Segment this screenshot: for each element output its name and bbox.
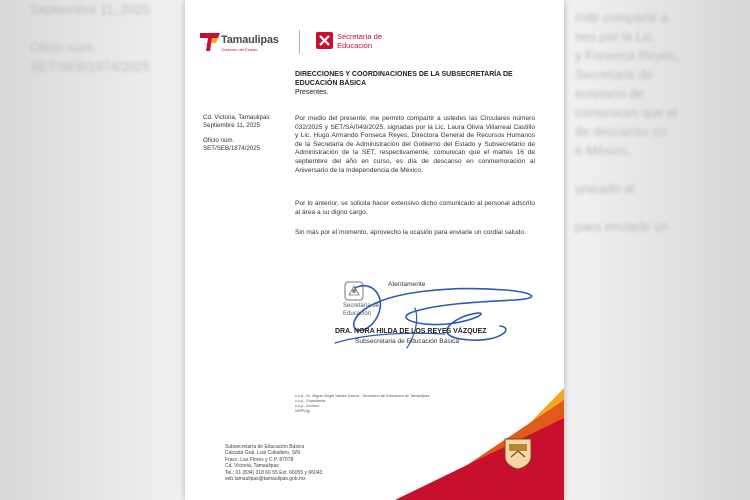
secretaria-name: Secretaría de Educación <box>337 32 383 50</box>
secretaria-logo-icon <box>316 32 333 49</box>
greeting: Presentes. <box>295 89 329 96</box>
ccp-line: c.c.p.- Expediente. <box>295 399 327 403</box>
oficio-label: Oficio núm. <box>203 137 235 144</box>
background-blur-left: Septiembre 11, 2025 Oficio núm. SET/SEB/1874/2025 <box>30 2 150 74</box>
brand-subtitle: Gobierno del Estado <box>221 47 258 52</box>
oficio-number: SET/SEB/1874/2025 <box>203 145 261 152</box>
ccp-line: NHRV/jg <box>295 409 310 413</box>
tamaulipas-logo-icon <box>199 30 221 52</box>
ccp-line: c.c.p.- Archivo. <box>295 404 320 408</box>
background-blur-right: mitir compartir a nes por la Lic. y Fonseca Reyes, Secretaría de ecretario de comunican que el de descanso en e México. unicado al para enviarle un <box>575 10 680 234</box>
signer-name: DRA. NORA HILDA DE LOS REYES VÁZQUEZ <box>335 328 487 335</box>
closing: Atentamente <box>388 281 426 288</box>
date: Septiembre 11, 2025 <box>203 122 260 129</box>
signer-title: Subsecretaria de Educación Básica <box>355 338 460 345</box>
header-divider <box>299 30 300 54</box>
body-paragraph-2: Por lo anterior, se solicita hacer extensivo dicho comunicado al personal adscrito al área a su digno cargo. <box>295 200 535 216</box>
footer-email-link[interactable]: seb.tamaulipas@tamaulipas.gob.mx <box>225 476 306 483</box>
footer-line: Calzada Gral. Luis Caballero, S/N <box>225 450 301 457</box>
footer-address <box>225 444 425 482</box>
state-emblem-icon <box>503 437 533 470</box>
ccp-line: c.c.p.- Dr. Miguel Ángel Valdez García.- Secretario de Educación de Tamaulipas. <box>295 394 431 398</box>
body-paragraph-1: Por medio del presente, me permito compartir a ustedes las Circulares número 032/2025 y SET/SA/049/2025, signadas por la Lic. Laura Olivia Villarreal Castillo y Lic. Hugo Armando Fonseca Reyes, Directora General de Recursos Humanos de la Secretaría de Administración del Gobierno del Estado y Subsecretario de Administración de la SET, respectivamente, comunican que el martes 16 de septiembre del año en curso, es día de descanso en conmemoración al Aniversario de la Independencia de México. <box>295 115 535 174</box>
handwritten-signature <box>315 268 550 363</box>
letter-page <box>185 0 564 500</box>
footer-line: Tel.: 01 (834) 318 66 55 Ext. 66055 y 66043 <box>225 469 323 476</box>
seal-text: Secretaría de Educación <box>343 303 380 317</box>
footer-line: Cd. Victoria, Tamaulipas <box>225 463 279 470</box>
body-paragraph-3: Sin más por el momento, aprovecho la ocasión para enviarle un cordial saludo. <box>295 229 526 236</box>
footer-line: Subsecretaría de Educación Básica <box>225 444 305 450</box>
recipient-heading: DIRECCIONES Y COORDINACIONES DE LA SUBSECRETARÍA DE EDUCACIÓN BÁSICA <box>295 71 513 87</box>
place-date <box>203 114 288 130</box>
brand-name: Tamaulipas <box>221 34 279 46</box>
footer-line: Fracc. Las Flores y C.P. 87078 <box>225 456 294 463</box>
place: Cd. Victoria, Tamaulipas <box>203 114 270 121</box>
